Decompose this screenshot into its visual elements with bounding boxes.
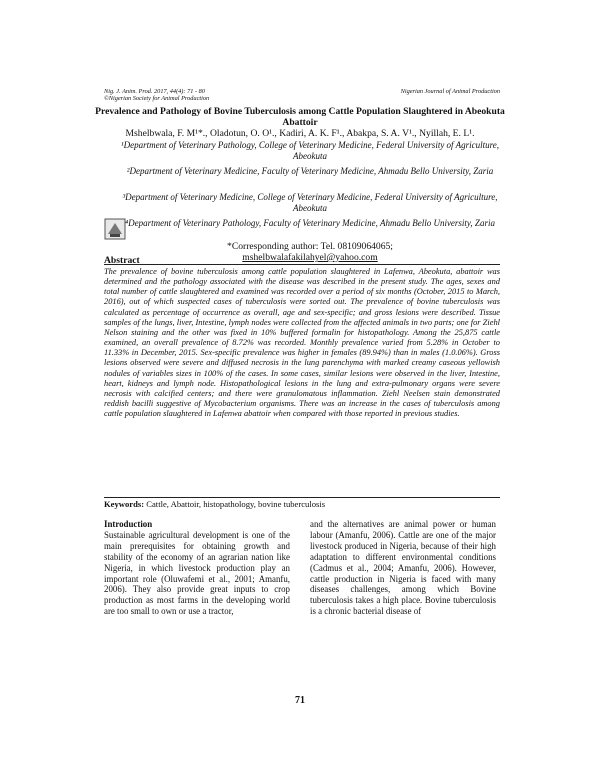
paper-title: Prevalence and Pathology of Bovine Tuberculosis among Cattle Population Slaughtered in Abeokuta Abattoir (95, 106, 505, 128)
page-number: 71 (295, 695, 305, 706)
abstract-text: The prevalence of bovine tuberculosis among cattle population slaughtered in Lafenwa, Abeokuta, abattoir was determined and the pathology associated with the disease was described in the present study. The ages, sexes and total number of cattle slaughtered and examined was recorded over a period of six months (October, 2015 to March, 2016), out of which suspected cases of tuberculosis were sorted out. The prevalence of bovine tuberculosis was calculated as percentage of occurrence as overall, age and sex-specific; and gross lesions were described. Tissue samples of the lungs, liver, Intestine, lymph nodes were collected from the affected animals in two parts; one for Ziehl Nelson staining and the other was fixed in 10% buffered formalin for histopathology. Among the 25,875 cattle examined, an overall prevalence of 8.72% was recorded. Monthly prevalence varied from 5.28% in October to 11.33% in December, 2015. Sex-specific prevalence was higher in females (89.94%) than in males (1.0.06%). Gross lesions observed were severe and diffused necrosis in the lung parenchyma with marked creamy caseous yellowish nodules of variables sizes in 100% of the cases. In some cases, similar lesions were observed in the liver, Intestine, heart, kidneys and lymph node. Histopathological lesions in the lung and extra-pulmonary organs were severe necrosis with calcified centers; and there were granulomatous inflammation. Ziehl Neelsen stain demonstrated reddish bacilli suggestive of Mycobacterium organisms. There was an increase in the cases of tuberculosis among cattle population slaughtered in Lafenwa abattoir when compared with those reported in previous studies. (104, 267, 500, 419)
abstract-heading: Abstract (104, 255, 140, 266)
body-column-right: and the alternatives are animal power or human labour (Amanfu, 2006). Cattle are one of the major livestock produced in Nigeria, because of their high adaptation to different environmental conditions (Cadmus et al., 2004; Amanfu, 2006). However, cattle production in Nigeria is faced with many diseases challenges, among which Bovine tuberculosis takes a high place. Bovine tuberculosis is a chronic bacterial disease of (310, 519, 496, 617)
journal-name: Nigerian Journal of Animal Production (400, 88, 500, 95)
divider (104, 497, 500, 498)
corresponding-email[interactable]: mshelbwalafakilahyel@yahoo.com (242, 252, 378, 263)
author-list: Mshelbwala, F. M¹*., Oladotun, O. O¹., Kadiri, A. K. F¹., Abakpa, S. A. V¹., Nyillah, E. L¹. (125, 128, 475, 139)
keywords-label: Keywords: (104, 499, 145, 509)
affiliation-2: ²Department of Veterinary Medicine, Faculty of Veterinary Medicine, Ahmadu Bello University, Zaria (126, 166, 494, 176)
journal-citation: Nig. J. Anim. Prod. 2017, 44(4): 71 - 80 (104, 88, 205, 95)
society-logo-icon (104, 218, 126, 240)
introduction-text-left: Sustainable agricultural development is one of the main prerequisites for obtaining growth and stability of the economy of an agrarian nation like Nigeria, in which livestock production play an important role (Oluwafemi et al., 2001; Amanfu, 2006). They also provide great inputs to crop production as most farms in the developing world are too small to own or use a tractor, (104, 529, 290, 617)
affiliation-1: ¹Department of Veterinary Pathology, College of Veterinary Medicine, Federal University of Agriculture, Abeokuta (120, 140, 500, 161)
corresponding-author: *Corresponding author: Tel. 08109064065; (227, 241, 393, 252)
introduction-heading: Introduction (104, 519, 153, 529)
keywords-list: Cattle, Abattoir, histopathology, bovine tuberculosis (146, 499, 326, 509)
affiliation-3: ³Department of Veterinary Medicine, College of Veterinary Medicine, Federal University of Agriculture, Abeokuta (122, 192, 498, 213)
keywords-line (104, 499, 500, 509)
affiliation-4: ⁴Department of Veterinary Pathology, Faculty of Veterinary Medicine, Ahmadu Bello University, Zaria (125, 218, 495, 228)
body-column-left (104, 519, 290, 617)
society-copyright: ©Nigerian Society for Animal Production (104, 95, 210, 102)
divider (104, 264, 500, 265)
